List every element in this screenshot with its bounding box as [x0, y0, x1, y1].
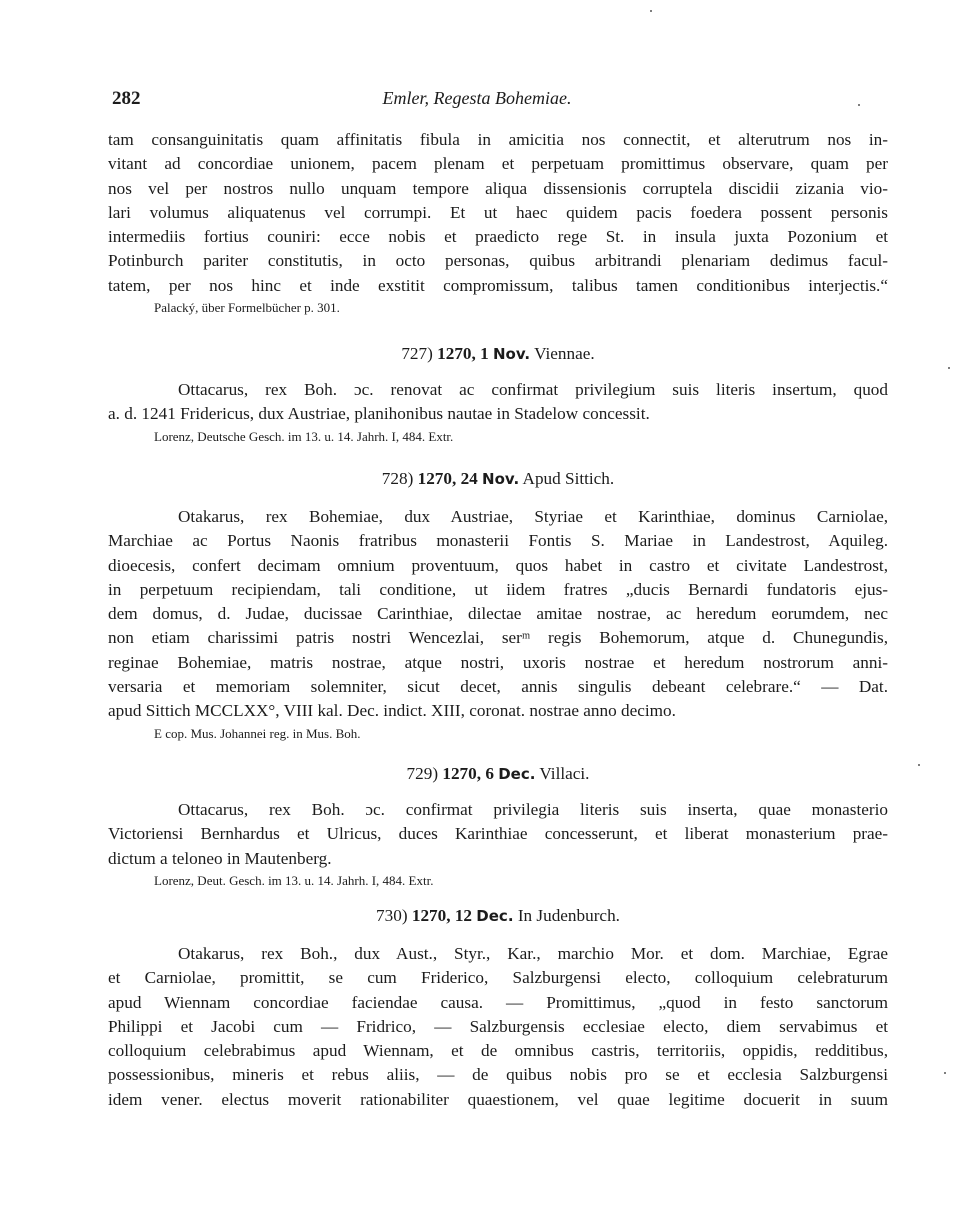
- entry-month: Nov.: [493, 345, 531, 363]
- running-title: Emler, Regesta Bohemiae.: [382, 88, 572, 108]
- entry-year: 1270,: [417, 469, 457, 488]
- entry-year: 1270,: [442, 764, 482, 783]
- entry-heading: [108, 906, 888, 926]
- text-line: dictum a teloneo in Mautenberg.: [108, 848, 332, 868]
- entry-number: 727): [401, 344, 433, 363]
- entry-month: Dec.: [498, 765, 536, 783]
- entry-number: 730): [376, 906, 408, 925]
- entry-month: Nov.: [482, 470, 520, 488]
- entry-place: Villaci.: [539, 764, 590, 783]
- scan-speck: [948, 367, 950, 369]
- entry-place: Viennae.: [534, 344, 595, 363]
- entry-text: [108, 378, 888, 447]
- text-line: in perpetuum recipiendam, tali conditione, ut iidem fratres „ducis Bernardi fundatoris ejus-: [108, 579, 888, 599]
- source-citation: Lorenz, Deutsche Gesch. im 13. u. 14. Jahrh. I, 484. Extr.: [154, 428, 454, 444]
- text-line: Potinburch pariter constitutis, in octo personas, quibus arbitrandi plenariam dedimus facul-: [108, 251, 888, 271]
- opening-paragraph: [108, 128, 888, 318]
- scan-speck: [918, 764, 920, 766]
- entry-year: 1270,: [437, 344, 476, 363]
- scan-speck: [650, 10, 652, 12]
- text-line: versaria et memoriam solemniter, sicut decet, annis singulis debeant celebrare.“ — Dat.: [108, 677, 888, 697]
- source-citation: E cop. Mus. Johannei reg. in Mus. Boh.: [154, 725, 361, 741]
- text-line: dem domus, d. Judae, ducissae Carinthiae, dilectae amitae nostrae, ac heredum eorumdem, nec: [108, 604, 888, 624]
- text-line: reginae Bohemiae, matris nostrae, atque nostri, uxoris nostrae et heredum nostrorum anni-: [108, 652, 888, 672]
- text-line: possessionibus, mineris et rebus aliis, — de quibus nobis pro se et ecclesia Salzburgensi: [108, 1065, 888, 1085]
- page-number: 282: [112, 88, 141, 109]
- text-line: lari volumus aliquatenus vel corrumpi. Et ut haec quidem pacis foedera possent personis: [108, 202, 888, 222]
- entry-place: In Judenburch.: [517, 906, 620, 925]
- entry-day: 6: [485, 764, 494, 783]
- scan-speck: [944, 1072, 946, 1074]
- source-citation: Lorenz, Deut. Gesch. im 13. u. 14. Jahrh. I, 484. Extr.: [154, 872, 434, 888]
- entry-day: 24: [460, 469, 478, 488]
- text-line: Otakarus, rex Boh., dux Aust., Styr., Kar., marchio Mor. et dom. Marchiae, Egrae: [178, 944, 888, 963]
- text-line: et Carniolae, promittit, se cum Friderico, Salzburgensi electo, colloquium celebraturum: [108, 968, 888, 988]
- scan-speck: [858, 104, 860, 106]
- entry-number: 729): [406, 764, 439, 783]
- entry-heading: [108, 344, 888, 364]
- text-line: Ottacarus, rex Boh. ɔc. renovat ac confirmat privilegium suis literis insertum, quod: [178, 380, 888, 399]
- text-line: idem vener. electus moverit rationabiliter quaestionem, vel quae legitime docuerit in suum: [108, 1089, 888, 1109]
- entry-number: 728): [381, 469, 414, 488]
- entry-month: Dec.: [476, 907, 514, 925]
- page-header: [112, 88, 842, 114]
- text-line: apud Wiennam concordiae faciendae causa. — Promittimus, „quod in festo sanctorum: [108, 992, 888, 1012]
- entry-year: 1270,: [411, 906, 451, 925]
- text-line: nos vel per nostros nullo unquam tempore aliqua dissensionis corruptela discidii zizania vio-: [108, 178, 888, 198]
- text-line: Victoriensi Bernhardus et Ulricus, duces Karinthiae concesserunt, et liberat monasterium prae-: [108, 824, 888, 844]
- text-line: apud Sittich MCCLXX°, VIII kal. Dec. indict. XIII, coronat. nostrae anno decimo.: [108, 701, 676, 721]
- text-line: Otakarus, rex Bohemiae, dux Austriae, Styriae et Karinthiae, dominus Carniolae,: [178, 507, 888, 526]
- text-line: colloquium celebrabimus apud Wiennam, et de omnibus castris, territoriis, oppidis, redditibus,: [108, 1041, 888, 1061]
- source-citation: Palacký, über Formelbücher p. 301.: [154, 300, 340, 316]
- entry-text: [108, 505, 888, 744]
- entry-heading: [108, 469, 888, 489]
- text-line: tatem, per nos hinc et inde exstitit compromissum, talibus tamen conditionibus interjectis.“: [108, 275, 888, 295]
- text-line: Ottacarus, rex Boh. ɔc. confirmat privilegia literis suis inserta, quae monasterio: [178, 800, 888, 819]
- entry-day: 12: [454, 906, 472, 925]
- text-line: dioecesis, confert decimam omnium proventuum, quos habet in castro et civitate Landestrost,: [108, 555, 888, 575]
- text-line: Philippi et Jacobi cum — Fridrico, — Salzburgensis ecclesiae electo, diem servabimus et: [108, 1016, 888, 1036]
- text-line: Marchiae ac Portus Naonis fratribus monasterii Fontis S. Mariae in Landestrost, Aquileg.: [108, 531, 888, 551]
- text-line: a. d. 1241 Fridericus, dux Austriae, planihonibus nautae in Stadelow concessit.: [108, 404, 650, 424]
- text-line: tam consanguinitatis quam affinitatis fibula in amicitia nos connectit, et alterutrum nos in-: [108, 130, 888, 149]
- text-line: vitant ad concordiae unionem, pacem plenam et perpetuam promittimus observare, quam per: [108, 154, 888, 174]
- entry-text: [108, 942, 888, 1112]
- text-line: intermediis fortius couniri: ecce nobis et praedicto rege St. in insula juxta Pozonium et: [108, 227, 888, 247]
- entry-heading: [108, 764, 888, 784]
- entry-day: 1: [480, 344, 489, 363]
- entry-text: [108, 798, 888, 891]
- text-line: non etiam charissimi patris nostri Wencezlai, serᵐ regis Bohemorum, atque d. Chunegundis,: [108, 628, 888, 648]
- entry-place: Apud Sittich.: [522, 469, 615, 488]
